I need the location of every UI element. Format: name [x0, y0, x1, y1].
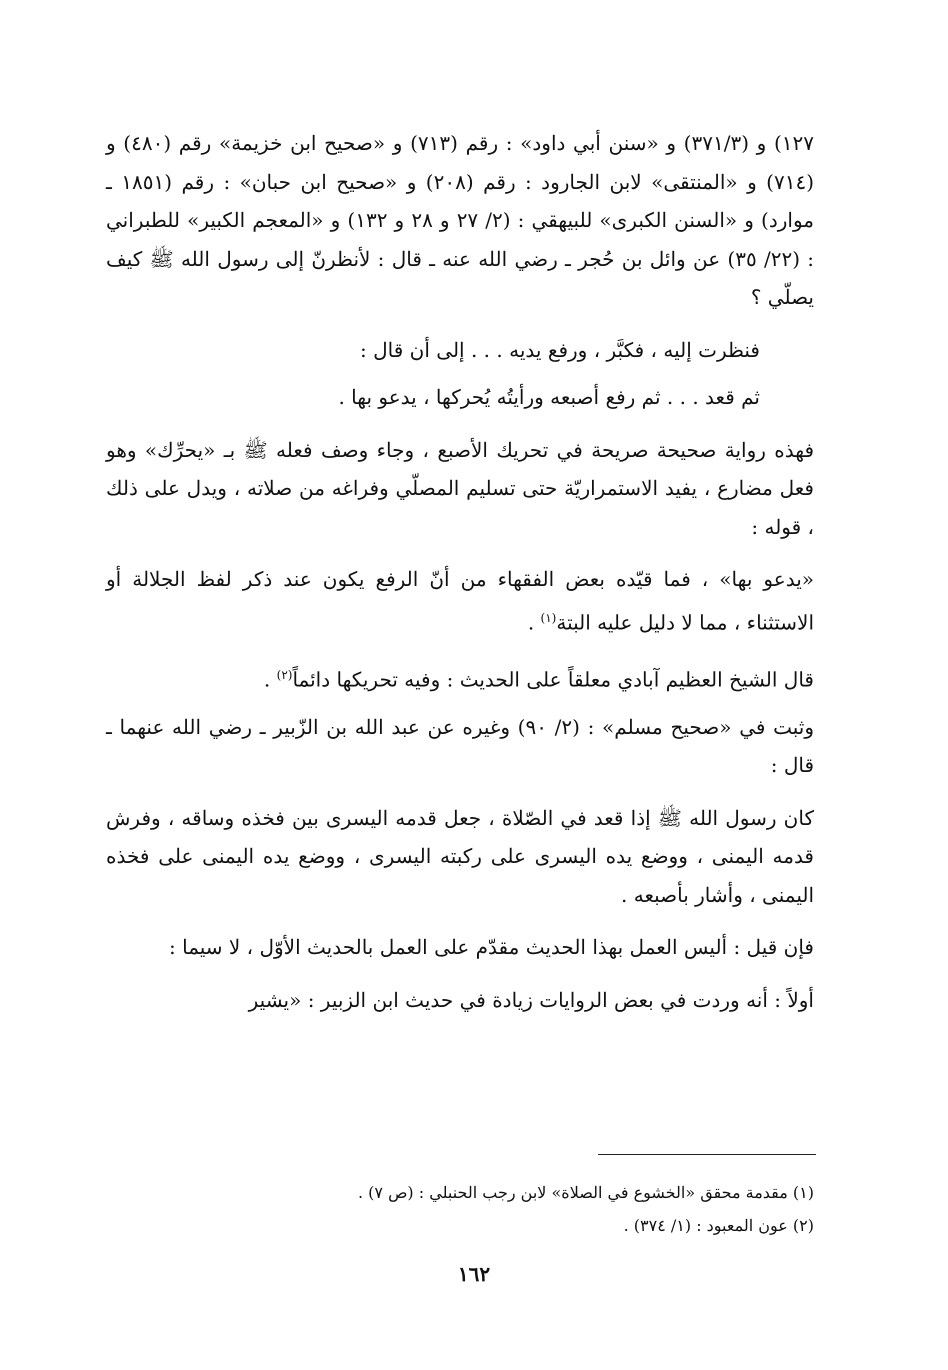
paragraph-quote-1: فنظرت إليه ، فكبَّر ، ورفع يديه . . . إلى أن قال : — [360, 337, 760, 362]
paragraph-sahih-muslim: وثبت في «صحيح مسلم» : (٢/ ٩٠) وغيره عن عبد الله بن الزّبير ـ رضي الله عنهما ـ قال : — [106, 714, 814, 778]
footnote-marker-2[interactable]: (٢) — [276, 667, 293, 682]
paragraph-yadu-biha — [106, 560, 814, 642]
paragraph-text: «يدعو بها» ، فما قيّده بعض الفقهاء من أنّ الرفع يكون عند ذكر لفظ الجلالة أو الاستثناء ، مما لا دليل عليه البتة — [106, 567, 814, 635]
paragraph-objection: فإن قيل : أليس العمل بهذا الحديث مقدّم على العمل بالحديث الأوّل ، لا سيما : — [169, 935, 814, 960]
paragraph-references: ١٢٧) و (٣٧١/٣) و «سنن أبي داود» : رقم (٧١٣) و «صحيح ابن خزيمة» رقم (٤٨٠) و (٧١٤) و «المنتقى» لابن الجارود : رقم (٢٠٨) و «صحيح ابن حبان» : رقم (١٨٥١ ـ موارد) و «السنن الكبرى» للبيهقي : (٢/ ٢٧ و ٢٨ و ١٣٢) و «المعجم الكبير» للطبراني : (٢٢/ ٣٥) عن وائل بن حُجر ـ رضي الله عنه ـ قال : لأنظرنّ إلى رسول الله ﷺ كيف يصلّي ؟ — [106, 131, 815, 309]
footnote-2: (٢) عون المعبود : (١/ ٣٧٤) . — [623, 1216, 814, 1235]
footnotes — [106, 1176, 814, 1242]
paragraph-tail: . — [263, 667, 277, 692]
paragraph-quote-2: ثم قعد . . . ثم رفع أصبعه ورأيتُه يُحركها ، يدعو بها . — [338, 385, 760, 409]
footnote-1: (١) مقدمة محقق «الخشوع في الصلاة» لابن رجب الحنبلي : (ص ٧) . — [357, 1183, 814, 1202]
paragraph-azim-abadi — [106, 656, 814, 699]
paragraph-hadith: كان رسول الله ﷺ إذا قعد في الصّلاة ، جعل قدمه اليسرى بين فخذه وساقه ، وفرش قدمه اليمنى ، ووضع يده اليسرى على ركبته اليسرى ، ووضع يده اليمنى على فخذه اليمنى ، وأشار بأصبعه . — [106, 805, 814, 907]
footnote-marker-1[interactable]: (١) — [540, 610, 557, 625]
main-text — [106, 124, 814, 1019]
paragraph-commentary: فهذه رواية صحيحة صريحة في تحريك الأصبع ، وجاء وصف فعله ﷺ بـ «يحرِّك» وهو فعل مضارع ، يفيد الاستمراريّة حتى تسليم المصلّي وفراغه من صلاته ، ويدل على ذلك ، قوله : — [106, 437, 814, 539]
paragraph-first-point: أولاً : أنه وردت في بعض الروايات زيادة في حديث ابن الزبير : «يشير — [248, 987, 814, 1012]
footnote-separator — [598, 1154, 816, 1155]
page-number: ١٦٢ — [457, 1262, 491, 1286]
paragraph-text: قال الشيخ العظيم آبادي معلقاً على الحديث : وفيه تحريكها دائماً — [292, 667, 814, 692]
paragraph-tail: . — [527, 610, 541, 635]
